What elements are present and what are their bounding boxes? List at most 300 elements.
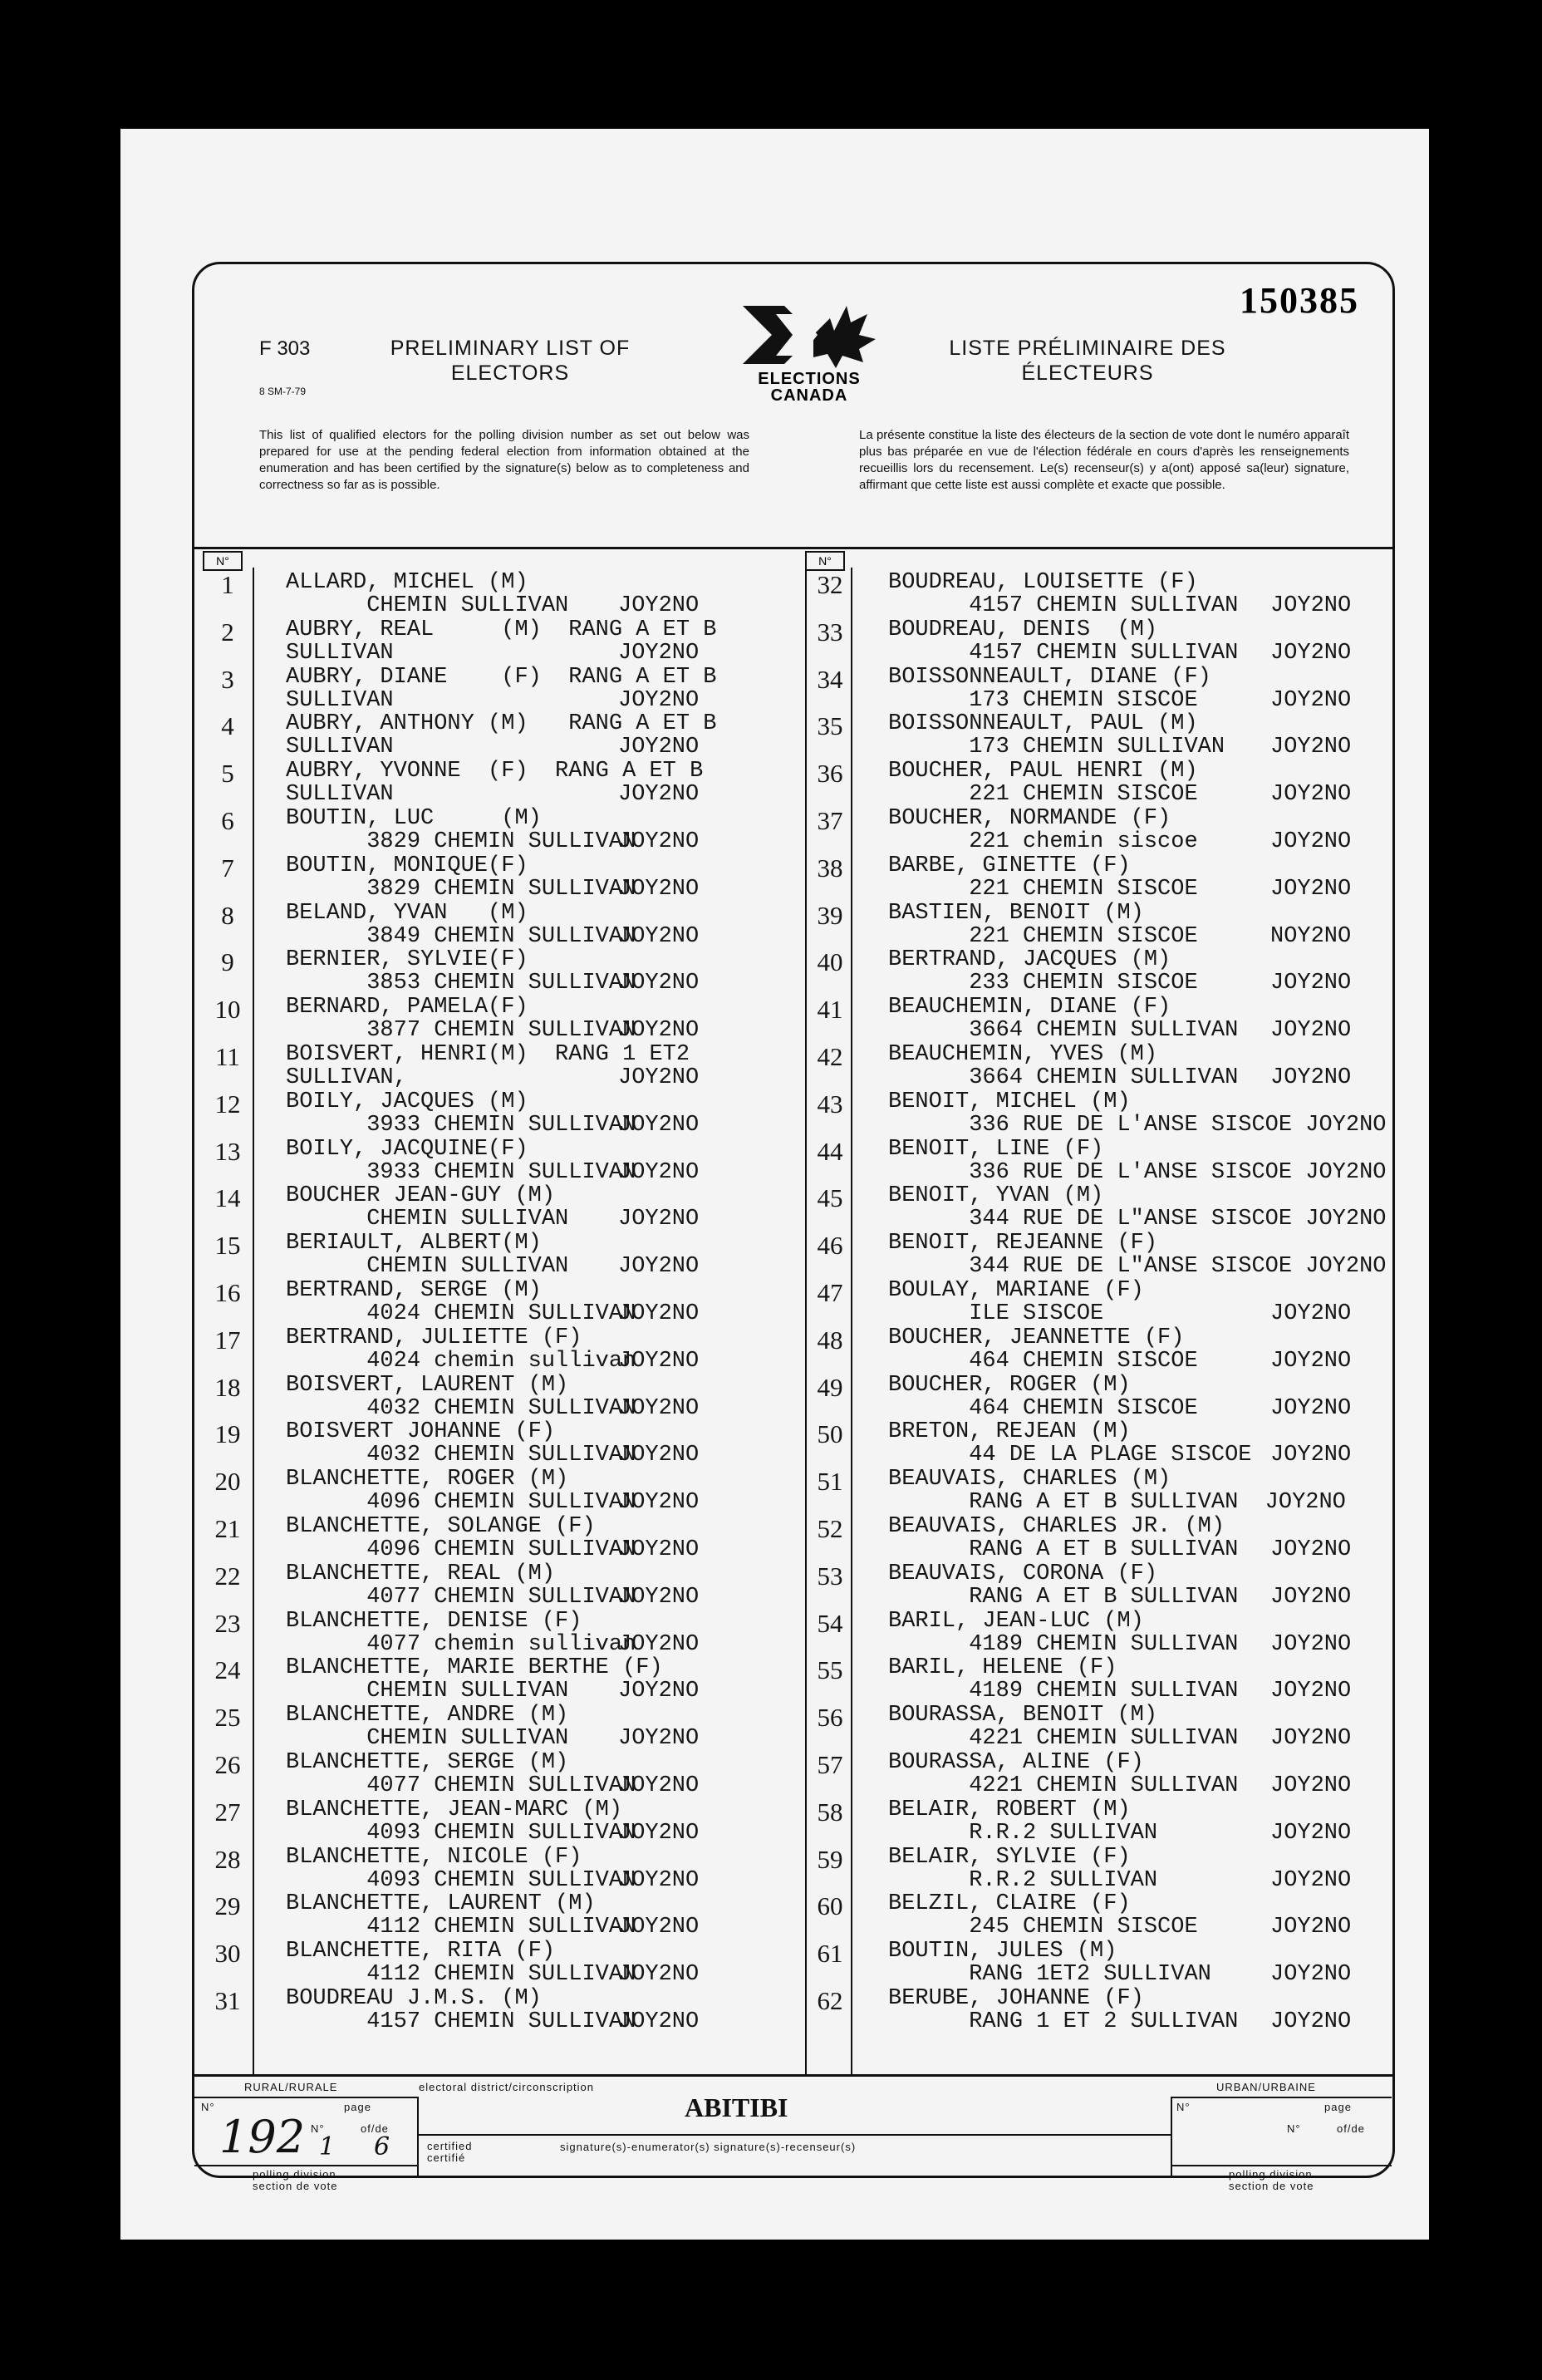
entry-number: 56 xyxy=(817,1703,843,1733)
entry-name: BOISVERT, LAURENT (M) xyxy=(286,1372,569,1398)
entry-name: BLANCHETTE, REAL (M) xyxy=(286,1561,556,1586)
entry-number: 62 xyxy=(817,1986,843,2015)
entry-number: 43 xyxy=(817,1089,843,1119)
entry-address: 3853 CHEMIN SULLIVAN xyxy=(286,971,636,996)
entry-name: BOUTIN, MONIQUE(F) xyxy=(286,853,528,878)
entry-name: BOUDREAU, LOUISETTE (F) xyxy=(888,570,1198,595)
elector-entry xyxy=(805,901,1387,948)
entry-postal-code: JOY2NO xyxy=(618,971,700,996)
title-english-line1: PRELIMINARY LIST OF xyxy=(390,337,631,360)
rural-polling-label xyxy=(253,2169,337,2192)
entry-name: BLANCHETTE, JEAN-MARC (M) xyxy=(286,1797,623,1822)
entry-postal-code: JOY2NO xyxy=(1270,687,1352,713)
elector-entry xyxy=(203,1137,784,1184)
entry-address: CHEMIN SULLIVAN xyxy=(286,1207,569,1232)
entry-number: 51 xyxy=(817,1467,843,1497)
entry-number: 15 xyxy=(214,1231,241,1261)
entry-postal-code: JOY2NO xyxy=(1270,1348,1352,1374)
entry-postal-code: JOY2NO xyxy=(1270,1962,1352,1988)
entry-address: 4112 CHEMIN SULLIVAN xyxy=(286,1915,636,1940)
entry-address: 4024 CHEMIN SULLIVAN xyxy=(286,1301,636,1326)
entry-name: BEAUVAIS, CORONA (F) xyxy=(888,1561,1158,1586)
elector-entry xyxy=(203,1561,784,1609)
entry-postal-code: JOY2NO xyxy=(618,1301,700,1326)
entry-name: BELAIR, SYLVIE (F) xyxy=(888,1844,1131,1870)
entry-postal-code: JOY2NO xyxy=(1270,1679,1352,1704)
elector-entry xyxy=(203,1891,784,1939)
entry-number: 48 xyxy=(817,1325,843,1355)
entry-address: 3664 CHEMIN SULLIVAN xyxy=(888,1065,1239,1090)
entry-address: 173 CHEMIN SISCOE xyxy=(888,687,1198,713)
entry-number: 58 xyxy=(817,1797,843,1827)
certified-label xyxy=(427,2141,473,2164)
entry-name: BOILY, JACQUINE(F) xyxy=(286,1136,528,1162)
entry-name: BOURASSA, BENOIT (M) xyxy=(888,1703,1158,1728)
elector-entry xyxy=(805,1183,1387,1231)
entry-number: 33 xyxy=(817,617,843,647)
entry-number: 4 xyxy=(221,711,234,741)
entry-postal-code: JOY2NO xyxy=(618,1867,700,1893)
header-divider xyxy=(194,547,1392,549)
elector-entry xyxy=(805,1042,1387,1089)
entry-name: BENOIT, REJEANNE (F) xyxy=(888,1231,1158,1256)
entry-number: 29 xyxy=(214,1891,241,1921)
entry-number: 7 xyxy=(221,853,234,883)
rural-label: RURAL/RURALE xyxy=(244,2081,338,2093)
entry-number: 16 xyxy=(214,1278,241,1307)
entry-postal-code: JOY2NO xyxy=(1270,782,1352,808)
entry-address: 3849 CHEMIN SULLIVAN xyxy=(286,923,636,949)
elector-entry xyxy=(805,1137,1387,1184)
entry-number: 50 xyxy=(817,1419,843,1449)
entry-postal-code: JOY2NO xyxy=(1270,1443,1352,1468)
entry-name: BLANCHETTE, MARIE BERTHE (F) xyxy=(286,1655,663,1681)
elector-entry xyxy=(805,1655,1387,1703)
entry-name: BERTRAND, JULIETTE (F) xyxy=(286,1325,582,1350)
serial-number: 150385 xyxy=(1240,280,1359,321)
entry-number: 27 xyxy=(214,1797,241,1827)
entry-address: 221 CHEMIN SISCOE xyxy=(888,782,1198,808)
entry-postal-code: JOY2NO xyxy=(1270,971,1352,996)
entry-name: BOUCHER JEAN-GUY (M) xyxy=(286,1183,556,1209)
entry-number: 35 xyxy=(817,711,843,741)
entry-address: 4093 CHEMIN SULLIVAN xyxy=(286,1820,636,1846)
entry-name: BARIL, HELENE (F) xyxy=(888,1655,1117,1681)
entry-postal-code: JOY2NO xyxy=(1270,1773,1352,1798)
entry-name: BLANCHETTE, ROGER (M) xyxy=(286,1467,569,1492)
entry-postal-code: JOY2NO xyxy=(618,1348,700,1374)
entry-number: 34 xyxy=(817,664,843,694)
entry-number: 55 xyxy=(817,1655,843,1685)
entry-number: 23 xyxy=(214,1608,241,1638)
entry-address: RANG A ET B SULLIVAN xyxy=(888,1584,1239,1610)
entry-number: 25 xyxy=(214,1703,241,1733)
entry-number: 38 xyxy=(817,853,843,883)
elector-entry xyxy=(203,759,784,806)
entry-address: 4096 CHEMIN SULLIVAN xyxy=(286,1537,636,1562)
elector-entry xyxy=(805,1089,1387,1137)
certified-label-line2: certifié xyxy=(427,2151,466,2164)
entry-name: BELAND, YVAN (M) xyxy=(286,900,528,926)
entry-address: CHEMIN SULLIVAN xyxy=(286,1726,569,1752)
district-label: electoral district/circonscription xyxy=(419,2081,595,2093)
elector-entry xyxy=(805,1325,1387,1373)
elector-entry xyxy=(805,1797,1387,1845)
entry-address: 344 RUE DE L"ANSE SISCOE JOY2NO xyxy=(888,1254,1387,1280)
entry-name: BLANCHETTE, LAURENT (M) xyxy=(286,1891,596,1917)
entry-name: BARIL, JEAN-LUC (M) xyxy=(888,1608,1144,1634)
entry-postal-code: JOY2NO xyxy=(1270,1915,1352,1940)
elector-entry xyxy=(805,1703,1387,1750)
entry-address: 464 CHEMIN SISCOE xyxy=(888,1395,1198,1421)
signature-line xyxy=(417,2134,1171,2136)
entry-address: SULLIVAN xyxy=(286,687,394,713)
elector-entry xyxy=(203,947,784,995)
elector-entry xyxy=(203,665,784,712)
entry-number: 44 xyxy=(817,1136,843,1166)
entry-address: 3933 CHEMIN SULLIVAN xyxy=(286,1112,636,1138)
entry-postal-code: JOY2NO xyxy=(1270,1018,1352,1044)
entry-name: BENOIT, LINE (F) xyxy=(888,1136,1104,1162)
entry-number: 9 xyxy=(221,947,234,977)
entry-number: 37 xyxy=(817,806,843,835)
elector-entry xyxy=(203,1514,784,1561)
entry-number: 18 xyxy=(214,1372,241,1402)
entry-address: 4032 CHEMIN SULLIVAN xyxy=(286,1395,636,1421)
elector-entry xyxy=(805,1467,1387,1514)
urban-page-no-label: N° xyxy=(1287,2122,1301,2135)
entry-postal-code: JOY2NO xyxy=(618,1395,700,1421)
rural-page-no-label: N° xyxy=(311,2122,325,2135)
entry-name: BEAUCHEMIN, YVES (M) xyxy=(888,1042,1158,1067)
entry-postal-code: JOY2NO xyxy=(618,1159,700,1185)
logo-text-line2: CANADA xyxy=(770,386,848,405)
title-english-line2: ELECTORS xyxy=(450,361,570,385)
footer-divider xyxy=(194,2074,1392,2077)
entry-name: BERIAULT, ALBERT(M) xyxy=(286,1231,542,1256)
left-number-header: N° xyxy=(203,551,243,571)
entry-number: 20 xyxy=(214,1467,241,1497)
elector-entry xyxy=(203,1467,784,1514)
title-english xyxy=(386,336,635,386)
certified-label-line1: certified xyxy=(427,2140,473,2152)
handwritten-page-number: 1 xyxy=(319,2132,336,2161)
entry-name: BLANCHETTE, DENISE (F) xyxy=(286,1608,582,1634)
elector-entry xyxy=(805,1373,1387,1420)
entry-name: BELAIR, ROBERT (M) xyxy=(888,1797,1131,1822)
entry-address: SULLIVAN xyxy=(286,782,394,808)
elector-entry xyxy=(203,1845,784,1892)
elector-entry xyxy=(203,1750,784,1797)
entry-address: 4157 CHEMIN SULLIVAN xyxy=(888,640,1239,666)
entry-address: 245 CHEMIN SISCOE xyxy=(888,1915,1198,1940)
entry-name: BOUCHER, ROGER (M) xyxy=(888,1372,1131,1398)
title-french-line1: LISTE PRÉLIMINAIRE DES xyxy=(949,337,1226,360)
entry-name: BOURASSA, ALINE (F) xyxy=(888,1750,1144,1775)
entry-address: 3829 CHEMIN SULLIVAN xyxy=(286,876,636,902)
entry-number: 49 xyxy=(817,1372,843,1402)
rural-polling-label-line2: section de vote xyxy=(253,2180,338,2192)
entry-postal-code: JOY2NO xyxy=(618,1726,700,1752)
elector-entry xyxy=(805,1231,1387,1278)
elector-entry xyxy=(203,1609,784,1656)
entry-number: 1 xyxy=(221,570,234,599)
entry-address: 4024 chemin sullivan xyxy=(286,1348,636,1374)
elector-entry xyxy=(805,570,1387,617)
entry-postal-code: JOY2NO xyxy=(618,1679,700,1704)
entry-number: 59 xyxy=(817,1844,843,1874)
elector-entry xyxy=(805,1891,1387,1939)
elector-entry xyxy=(203,1419,784,1467)
entry-name: BERTRAND, SERGE (M) xyxy=(286,1278,542,1303)
entry-number: 8 xyxy=(221,900,234,930)
elector-entry xyxy=(203,853,784,901)
entry-number: 6 xyxy=(221,806,234,835)
entry-name: BEAUVAIS, CHARLES (M) xyxy=(888,1467,1171,1492)
entry-address: 44 DE LA PLAGE SISCOE xyxy=(888,1443,1252,1468)
elector-entry xyxy=(203,1797,784,1845)
form-subcode: 8 SM-7-79 xyxy=(259,386,307,397)
entry-postal-code: JOY2NO xyxy=(618,1065,700,1090)
entry-address: RANG A ET B SULLIVAN JOY2NO xyxy=(888,1490,1346,1516)
entry-number: 40 xyxy=(817,947,843,977)
entry-name: BERNIER, SYLVIE(F) xyxy=(286,947,528,973)
entry-number: 36 xyxy=(817,759,843,789)
elector-entry xyxy=(203,1325,784,1373)
entry-number: 12 xyxy=(214,1089,241,1119)
title-french xyxy=(942,336,1233,386)
elector-entry xyxy=(805,711,1387,759)
entry-address: CHEMIN SULLIVAN xyxy=(286,1254,569,1280)
elector-entry xyxy=(805,1845,1387,1892)
elector-entry xyxy=(203,1986,784,2033)
entry-postal-code: JOY2NO xyxy=(618,829,700,854)
entry-name: BOUDREAU, DENIS (M) xyxy=(888,617,1158,642)
entry-postal-code: JOY2NO xyxy=(618,1207,700,1232)
entry-name: AUBRY, REAL (M) RANG A ET B xyxy=(286,617,717,642)
elector-entry xyxy=(805,1750,1387,1797)
entry-number: 60 xyxy=(817,1891,843,1921)
urban-label: URBAN/URBAINE xyxy=(1216,2081,1316,2093)
entry-name: BELZIL, CLAIRE (F) xyxy=(888,1891,1131,1917)
entry-address: CHEMIN SULLIVAN xyxy=(286,593,569,618)
entry-name: BLANCHETTE, NICOLE (F) xyxy=(286,1844,582,1870)
urban-polling-label xyxy=(1229,2169,1314,2192)
entry-postal-code: JOY2NO xyxy=(1270,593,1352,618)
elector-entry xyxy=(805,1278,1387,1325)
entry-postal-code: NOY2NO xyxy=(1270,923,1352,949)
entry-postal-code: JOY2NO xyxy=(1270,2009,1352,2034)
urban-no-label: N° xyxy=(1176,2101,1191,2113)
entry-name: BERUBE, JOHANNE (F) xyxy=(888,1986,1144,2011)
entry-address: 344 RUE DE L"ANSE SISCOE JOY2NO xyxy=(888,1207,1387,1232)
entry-postal-code: JOY2NO xyxy=(1270,829,1352,854)
entry-number: 10 xyxy=(214,995,241,1025)
entry-number: 39 xyxy=(817,900,843,930)
entry-name: BENOIT, MICHEL (M) xyxy=(888,1089,1131,1114)
urban-polling-label-line2: section de vote xyxy=(1229,2180,1314,2192)
entry-postal-code: JOY2NO xyxy=(618,1254,700,1280)
entry-number: 24 xyxy=(214,1655,241,1685)
elector-entry xyxy=(805,1609,1387,1656)
entry-address: RANG A ET B SULLIVAN xyxy=(888,1537,1239,1562)
entry-address: 4032 CHEMIN SULLIVAN xyxy=(286,1443,636,1468)
entry-number: 17 xyxy=(214,1325,241,1355)
entry-address: 3664 CHEMIN SULLIVAN xyxy=(888,1018,1239,1044)
entry-address: 221 CHEMIN SISCOE xyxy=(888,923,1198,949)
elector-entry xyxy=(203,617,784,665)
entry-postal-code: JOY2NO xyxy=(1270,1584,1352,1610)
elector-entry xyxy=(203,1042,784,1089)
rural-page-label: page xyxy=(344,2101,371,2113)
elector-entry xyxy=(805,1986,1387,2033)
entry-address: 233 CHEMIN SISCOE xyxy=(888,971,1198,996)
elector-entry xyxy=(805,759,1387,806)
entry-postal-code: JOY2NO xyxy=(618,1584,700,1610)
rural-of-label: of/de xyxy=(361,2122,389,2135)
urban-page-label: page xyxy=(1324,2101,1352,2113)
entry-postal-code: JOY2NO xyxy=(618,593,700,618)
entry-name: BLANCHETTE, RITA (F) xyxy=(286,1939,556,1964)
entry-address: R.R.2 SULLIVAN xyxy=(888,1867,1158,1893)
entry-number: 21 xyxy=(214,1514,241,1543)
rural-polling-label-line1: polling division xyxy=(253,2168,336,2181)
rural-no-label: N° xyxy=(201,2101,215,2113)
entry-postal-code: JOY2NO xyxy=(1270,735,1352,760)
entry-address: RANG 1 ET 2 SULLIVAN xyxy=(888,2009,1239,2034)
entry-name: BOUCHER, JEANNETTE (F) xyxy=(888,1325,1185,1350)
entry-name: BLANCHETTE, ANDRE (M) xyxy=(286,1703,569,1728)
entry-number: 2 xyxy=(221,617,234,647)
entry-number: 32 xyxy=(817,570,843,599)
elector-entry xyxy=(805,617,1387,665)
entry-address: 221 CHEMIN SISCOE xyxy=(888,876,1198,902)
entry-address: 336 RUE DE L'ANSE SISCOE JOY2NO xyxy=(888,1159,1387,1185)
entry-number: 61 xyxy=(817,1939,843,1969)
entry-number: 5 xyxy=(221,759,234,789)
entry-name: BOUCHER, PAUL HENRI (M) xyxy=(888,759,1198,784)
entry-name: BOILY, JACQUES (M) xyxy=(286,1089,528,1114)
entry-name: BENOIT, YVAN (M) xyxy=(888,1183,1104,1209)
elector-entry xyxy=(805,665,1387,712)
entry-number: 30 xyxy=(214,1939,241,1969)
entry-name: BOISVERT, HENRI(M) RANG 1 ET2 xyxy=(286,1042,690,1067)
entry-postal-code: JOY2NO xyxy=(1270,1395,1352,1421)
entry-address: 4112 CHEMIN SULLIVAN xyxy=(286,1962,636,1988)
elector-entry xyxy=(203,901,784,948)
entry-postal-code: JOY2NO xyxy=(618,640,700,666)
entry-number: 54 xyxy=(817,1608,843,1638)
entry-address: SULLIVAN xyxy=(286,735,394,760)
logo-text-line1: ELECTIONS xyxy=(758,370,861,388)
entry-postal-code: JOY2NO xyxy=(1270,1301,1352,1326)
entry-name: BLANCHETTE, SERGE (M) xyxy=(286,1750,569,1775)
entry-address: 4221 CHEMIN SULLIVAN xyxy=(888,1773,1239,1798)
entry-name: BOISSONNEAULT, DIANE (F) xyxy=(888,664,1211,690)
elector-entry xyxy=(203,1373,784,1420)
entry-address: 173 CHEMIN SULLIVAN xyxy=(888,735,1225,760)
entry-postal-code: JOY2NO xyxy=(618,1490,700,1516)
entry-number: 26 xyxy=(214,1750,241,1779)
entry-name: ALLARD, MICHEL (M) xyxy=(286,570,528,595)
entry-name: AUBRY, ANTHONY (M) RANG A ET B xyxy=(286,711,717,737)
entry-address: 4157 CHEMIN SULLIVAN xyxy=(286,2009,636,2034)
entry-name: BOISVERT JOHANNE (F) xyxy=(286,1419,556,1445)
entry-address: 4189 CHEMIN SULLIVAN xyxy=(888,1679,1239,1704)
entry-address: RANG 1ET2 SULLIVAN xyxy=(888,1962,1211,1988)
elector-entry xyxy=(805,947,1387,995)
elector-entry xyxy=(805,1419,1387,1467)
entry-name: BOULAY, MARIANE (F) xyxy=(888,1278,1144,1303)
elector-entry xyxy=(805,1561,1387,1609)
entry-address: ILE SISCOE xyxy=(888,1301,1104,1326)
entry-address: 3829 CHEMIN SULLIVAN xyxy=(286,829,636,854)
entry-address: 4077 chemin sullivan xyxy=(286,1631,636,1657)
entry-postal-code: JOY2NO xyxy=(1270,1065,1352,1090)
elector-entry xyxy=(805,995,1387,1042)
district-value: ABITIBI xyxy=(685,2092,788,2122)
handwritten-polling-number: 192 xyxy=(219,2111,306,2163)
entry-postal-code: JOY2NO xyxy=(618,1631,700,1657)
entry-postal-code: JOY2NO xyxy=(618,876,700,902)
elector-entry xyxy=(203,1703,784,1750)
entry-postal-code: JOY2NO xyxy=(1270,1726,1352,1752)
entry-address: 3933 CHEMIN SULLIVAN xyxy=(286,1159,636,1185)
entry-postal-code: JOY2NO xyxy=(1270,1820,1352,1846)
entry-name: BRETON, REJEAN (M) xyxy=(888,1419,1131,1445)
entry-name: BOUDREAU J.M.S. (M) xyxy=(286,1986,542,2011)
entry-postal-code: JOY2NO xyxy=(618,1915,700,1940)
entry-address: 4096 CHEMIN SULLIVAN xyxy=(286,1490,636,1516)
entry-name: BOUTIN, JULES (M) xyxy=(888,1939,1117,1964)
entry-postal-code: JOY2NO xyxy=(618,1018,700,1044)
entry-address: 221 chemin siscoe xyxy=(888,829,1198,854)
entry-postal-code: JOY2NO xyxy=(618,1443,700,1468)
entry-number: 45 xyxy=(817,1183,843,1213)
elector-entry xyxy=(203,1183,784,1231)
entry-number: 14 xyxy=(214,1183,241,1213)
entry-address: SULLIVAN xyxy=(286,640,394,666)
right-number-header: N° xyxy=(805,551,845,571)
entry-name: BEAUVAIS, CHARLES JR. (M) xyxy=(888,1514,1225,1539)
signature-label: signature(s)-enumerator(s) signature(s)-recenseur(s) xyxy=(560,2141,857,2153)
entry-number: 31 xyxy=(214,1986,241,2015)
entry-address: R.R.2 SULLIVAN xyxy=(888,1820,1158,1846)
entry-postal-code: JOY2NO xyxy=(618,1537,700,1562)
entry-postal-code: JOY2NO xyxy=(618,1820,700,1846)
entry-address: 4157 CHEMIN SULLIVAN xyxy=(888,593,1239,618)
entry-name: BASTIEN, BENOIT (M) xyxy=(888,900,1144,926)
entry-postal-code: JOY2NO xyxy=(1270,1631,1352,1657)
entry-postal-code: JOY2NO xyxy=(618,735,700,760)
entry-postal-code: JOY2NO xyxy=(618,2009,700,2034)
entry-number: 41 xyxy=(817,995,843,1025)
entry-address: CHEMIN SULLIVAN xyxy=(286,1679,569,1704)
entry-postal-code: JOY2NO xyxy=(618,1962,700,1988)
entry-name: AUBRY, YVONNE (F) RANG A ET B xyxy=(286,759,704,784)
elector-entry xyxy=(203,711,784,759)
entry-address: SULLIVAN, xyxy=(286,1065,407,1090)
entry-postal-code: JOY2NO xyxy=(1270,640,1352,666)
entry-number: 42 xyxy=(817,1042,843,1071)
urban-of-label: of/de xyxy=(1337,2122,1365,2135)
document-page xyxy=(120,129,1429,2240)
urban-polling-label-line1: polling division xyxy=(1229,2168,1313,2181)
entry-name: BARBE, GINETTE (F) xyxy=(888,853,1131,878)
entry-name: BERTRAND, JACQUES (M) xyxy=(888,947,1171,973)
entry-number: 52 xyxy=(817,1514,843,1543)
elector-entry xyxy=(203,806,784,853)
